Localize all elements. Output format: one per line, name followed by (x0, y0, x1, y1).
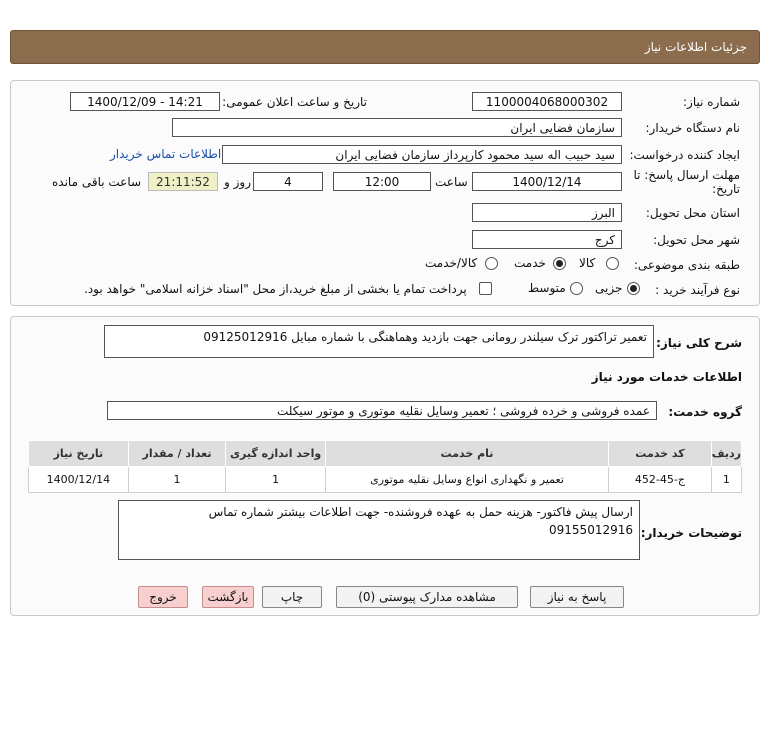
requester-field: سید حبیب اله سید محمود کارپرداز سازمان فضایی ایران (222, 145, 622, 164)
announce-field: 1400/12/09 - 14:21 (70, 92, 220, 111)
cell-row-number: 1 (711, 467, 741, 493)
cell-need-date: 1400/12/14 (29, 467, 129, 493)
treasury-payment-note: پرداخت تمام یا بخشی از مبلغ خرید،از محل "اسناد خزانه اسلامی" خواهد بود. (84, 282, 467, 296)
services-table (28, 440, 742, 493)
cell-service-name: تعمیر و نگهداری انواع وسایل نقلیه موتوری (325, 467, 608, 493)
province-label: استان محل تحویل: (645, 206, 740, 220)
remaining-time-field: 21:11:52 (148, 172, 218, 191)
treasury-payment-checkbox[interactable] (479, 282, 492, 295)
service-group-field: عمده فروشی و خرده فروشی ؛ تعمیر وسایل نقلیه موتوری و موتور سیکلت (107, 401, 657, 420)
summary-label: شرح کلی نیاز: (656, 336, 742, 350)
summary-field: تعمیر تراکتور ترک سیلندر رومانی جهت بازدید وهماهنگی با شماره مبایل 09125012916 (104, 325, 654, 358)
page-header (10, 30, 760, 64)
province-field: البرز (472, 203, 622, 222)
city-label: شهر محل تحویل: (653, 233, 740, 247)
buyer-notes-label: توضیحات خریدار: (640, 526, 742, 540)
reply-button[interactable]: پاسخ به نیاز (530, 586, 624, 608)
table-header-row (29, 441, 742, 467)
buyer-notes-field: ارسال پیش فاکتور- هزینه حمل به عهده فروشنده- جهت اطلاعات بیشتر شماره تماس 09155012916 (118, 500, 640, 560)
deadline-time-field: 12:00 (333, 172, 431, 191)
days-field: 4 (253, 172, 323, 191)
deadline-label-line2: تاریخ: (712, 182, 740, 196)
category-service-label: خدمت (514, 256, 546, 270)
category-goods-radio[interactable] (606, 257, 619, 270)
category-label: طبقه بندی موضوعی: (633, 258, 740, 272)
col-service-code: کد خدمت (609, 441, 712, 467)
process-medium-radio[interactable] (570, 282, 583, 295)
deadline-time-label: ساعت (435, 175, 468, 189)
need-number-field: 1100004068000302 (472, 92, 622, 111)
services-heading: اطلاعات خدمات مورد نیاز (591, 370, 742, 384)
page-title: جزئیات اطلاعات نیاز (644, 40, 747, 54)
requester-label: ایجاد کننده درخواست: (629, 148, 740, 162)
service-group-label: گروه خدمت: (668, 405, 742, 419)
announce-label: تاریخ و ساعت اعلان عمومی: (222, 95, 367, 109)
buyer-org-field: سازمان فضایی ایران (172, 118, 622, 137)
process-label: نوع فرآیند خرید : (655, 283, 740, 297)
print-button[interactable]: چاپ (262, 586, 322, 608)
buyer-org-label: نام دستگاه خریدار: (645, 121, 740, 135)
deadline-date-field: 1400/12/14 (472, 172, 622, 191)
category-goods-label: کالا (579, 256, 596, 270)
col-need-date: تاریخ نیاز (29, 441, 129, 467)
cell-quantity: 1 (128, 467, 226, 493)
cell-unit: 1 (226, 467, 326, 493)
need-number-label: شماره نیاز: (683, 95, 740, 109)
contact-info-link[interactable]: اطلاعات تماس خریدار (110, 147, 222, 161)
col-quantity: تعداد / مقدار (128, 441, 226, 467)
table-row (29, 467, 742, 493)
deadline-label-line1: مهلت ارسال پاسخ: تا (633, 168, 740, 182)
back-button[interactable]: بازگشت (202, 586, 254, 608)
attachments-button[interactable]: مشاهده مدارک پیوستی (0) (336, 586, 518, 608)
category-goods-service-radio[interactable] (485, 257, 498, 270)
category-goods-service-label: کالا/خدمت (425, 256, 478, 270)
need-info-panel (10, 80, 760, 306)
exit-button[interactable]: خروج (138, 586, 188, 608)
process-minor-radio[interactable] (627, 282, 640, 295)
process-minor-label: جزیی (595, 281, 623, 295)
col-row-number: ردیف (711, 441, 741, 467)
remaining-time-label: ساعت باقی مانده (52, 175, 142, 189)
col-unit: واحد اندازه گیری (226, 441, 326, 467)
category-service-radio[interactable] (553, 257, 566, 270)
cell-service-code: ج-45-452 (609, 467, 712, 493)
process-medium-label: متوسط (528, 281, 566, 295)
col-service-name: نام خدمت (325, 441, 608, 467)
days-label: روز و (224, 175, 251, 189)
city-field: کرج (472, 230, 622, 249)
